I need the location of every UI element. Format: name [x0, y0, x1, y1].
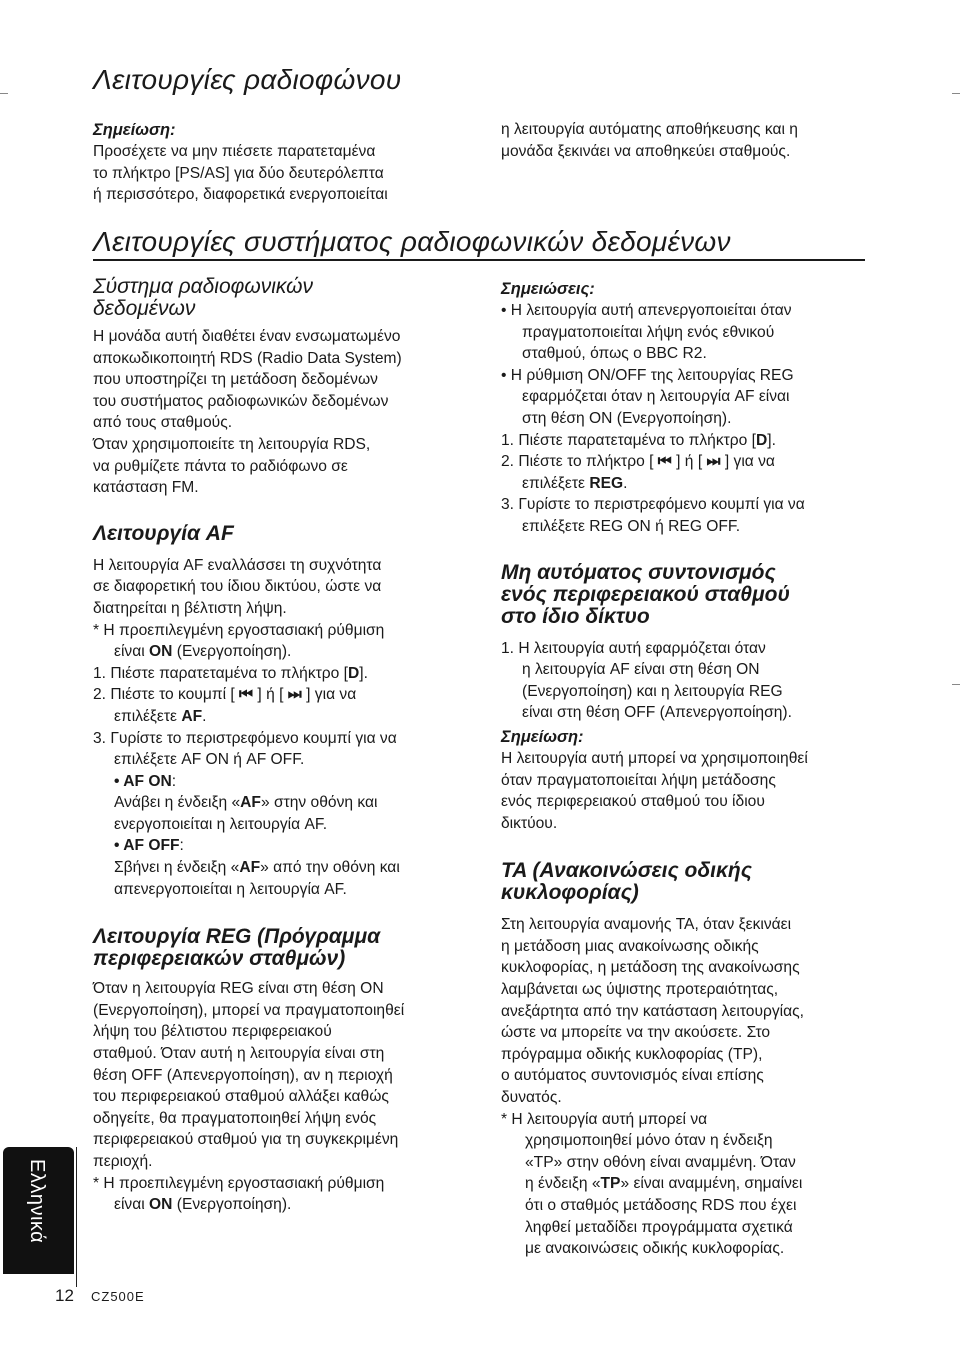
section-rule: [93, 259, 865, 261]
manual-text: 1. Η λειτουργία αυτή εφαρμόζεται όταν η λειτουργία AF είναι στη θέση ON (Ενεργοποίηση) και η λειτουργία REG είναι στη θέση OFF (Απενεργοποίηση).: [501, 639, 792, 722]
rds-text: Η μονάδα αυτή διαθέτει έναν ενσωματωμένο αποκωδικοποιητή RDS (Radio Data System) που υποστηρίζει τη μετάδοση δεδομένων του συστήματος ραδιοφωνικών δεδομένων από τους σταθμούς. Όταν χρησιμοποιείτε τη λειτουργία RDS, να ρυθμίζετε πάντα το ραδιόφωνο σε κατάσταση FM.: [93, 328, 402, 497]
prev-track-icon: ⏮: [657, 453, 672, 471]
crop-mark: [952, 93, 960, 94]
language-tab-label: Ελληνικά: [26, 1159, 48, 1244]
top-note-text: Προσέχετε να μην πιέσετε παρατεταμένα το πλήκτρο [PS/AS] για δύο δευτερόλεπτα ή περισσότερο, διαφορετικά ενεργοποιείται: [93, 143, 388, 204]
left-column: [93, 276, 478, 1216]
notes-heading: Σημειώσεις:: [501, 280, 595, 298]
manual-note-heading: Σημείωση:: [501, 727, 584, 746]
reg-text: Όταν η λειτουργία REG είναι στη θέση ON (Ενεργοποίηση), μπορεί να πραγματοποιηθεί λήψη του βέλτιστου περιφερειακού σταθμού. Όταν αυτή η λειτουργία είναι στη θέση OFF (Απενεργοποίηση), αν η περιοχή του περιφερειακού σταθμού αλλάξει καθώς οδηγείτε, θα πραγματοποιηθεί λήψη ενός περιφερειακού σταθμού για τη συγκεκριμένη περιοχή. * Η προεπιλεγμένη εργοστασιακή ρύθμιση είναι ON (Ενεργοποίηση).: [93, 980, 405, 1214]
prev-track-icon: ⏮: [239, 686, 254, 704]
model-name: CZ500E: [91, 1289, 145, 1304]
manual-note-text: Η λειτουργία αυτή μπορεί να χρησιμοποιηθεί όταν πραγματοποιείται λήψη μετάδοσης ενός περιφερειακού σταθμού του ίδιου δικτύου.: [501, 749, 808, 832]
crop-mark: [952, 684, 960, 685]
language-tab: [3, 1147, 74, 1274]
notes-text: • Η λειτουργία αυτή απενεργοποιείται όταν πραγματοποιείται λήψη ενός εθνικού σταθμού, όπως ο BBC R2. • Η ρύθμιση ON/OFF της λειτουργίας REG εφαρμόζεται όταν η λειτουργία AF είναι στη θέση ON (Ενεργοποίηση). 1. Πιέστε παρατεταμένα το πλήκτρο [D]. 2. Πιέστε το πλήκτρο [ ⏮ ] ή [ ⏭ ] για να επιλέξετε REG. 3. Γυρίστε το περιστρεφόμενο κουμπί για να επιλέξετε REG ON ή REG OFF.: [501, 302, 805, 535]
af-heading: Λειτουργία AF: [93, 521, 234, 545]
page-title: Λειτουργίες ραδιοφώνου: [93, 64, 402, 95]
next-track-icon: ⏭: [706, 453, 721, 471]
ta-text: Στη λειτουργία αναμονής TA, όταν ξεκινάει η μετάδοση μιας ανακοίνωσης οδικής κυκλοφορίας, η μετάδοση της ανακοίνωσης λαμβάνεται ως ύψιστης προτεραιότητας, ανεξάρτητα από την κατάσταση λειτουργίας, ώστε να μπορείτε να την ακούσετε. Στο πρόγραμμα οδικής κυκλοφορίας (TP), ο αυτόματος συντονισμός είναι επίσης δυνατός. * Η λειτουργία αυτή μπορεί να χρησιμοποιηθεί μόνο όταν η ένδειξη «TP» στην οθόνη είναι αναμμένη. Όταν η ένδειξη «TP» είναι αναμμένη, σημαίνει ότι ο σταθμός μετάδοσης RDS που έχει ληφθεί μεταδίδει προγράμματα σχετικά με ανακοινώσεις οδικής κυκλοφορίας.: [501, 916, 804, 1258]
manual-heading: Μη αυτόματος συντονισμός ενός περιφερειακού σταθμού στο ίδιο δίκτυο: [501, 560, 790, 628]
rds-heading: Σύστημα ραδιοφωνικών δεδομένων: [93, 275, 313, 320]
top-note-right: η λειτουργία αυτόματης αποθήκευσης και η μονάδα ξεκινάει να αποθηκεύει σταθμούς.: [501, 121, 798, 160]
top-note-left: [93, 119, 473, 206]
page-number: 12: [55, 1286, 74, 1305]
reg-heading: Λειτουργία REG (Πρόγραμμα περιφερειακών σταθμών): [93, 925, 381, 971]
next-track-icon: ⏭: [287, 686, 302, 704]
top-note-heading: Σημείωση:: [93, 121, 176, 139]
ta-heading: TA (Ανακοινώσεις οδικής κυκλοφορίας): [501, 859, 752, 905]
af-text: Η λειτουργία AF εναλλάσσει τη συχνότητα σε διαφορετική του ίδιου δικτύου, ώστε να διατηρείται η βέλτιστη λήψη. * Η προεπιλεγμένη εργοστασιακή ρύθμιση είναι ON (Ενεργοποίηση). 1. Πιέστε παρατεταμένα το πλήκτρο [D]. 2. Πιέστε το κουμπί [ ⏮ ] ή [ ⏭ ] για να επιλέξετε AF. 3. Γυρίστε το περιστρεφόμενο κουμπί για να επιλέξετε AF ON ή AF OFF. • AF ON: Ανάβει η ένδειξη «AF» στην οθόνη και ενεργοποιείται η λειτουργία AF. • AF OFF: Σβήνει η ένδειξη «AF» από την οθόνη και απενεργοποιείται η λειτουργία AF.: [93, 556, 400, 898]
tab-divider: [76, 1147, 77, 1287]
right-column: [501, 278, 901, 1260]
crop-mark: [0, 93, 8, 94]
section-title: Λειτουργίες συστήματος ραδιοφωνικών δεδομένων: [93, 226, 731, 257]
